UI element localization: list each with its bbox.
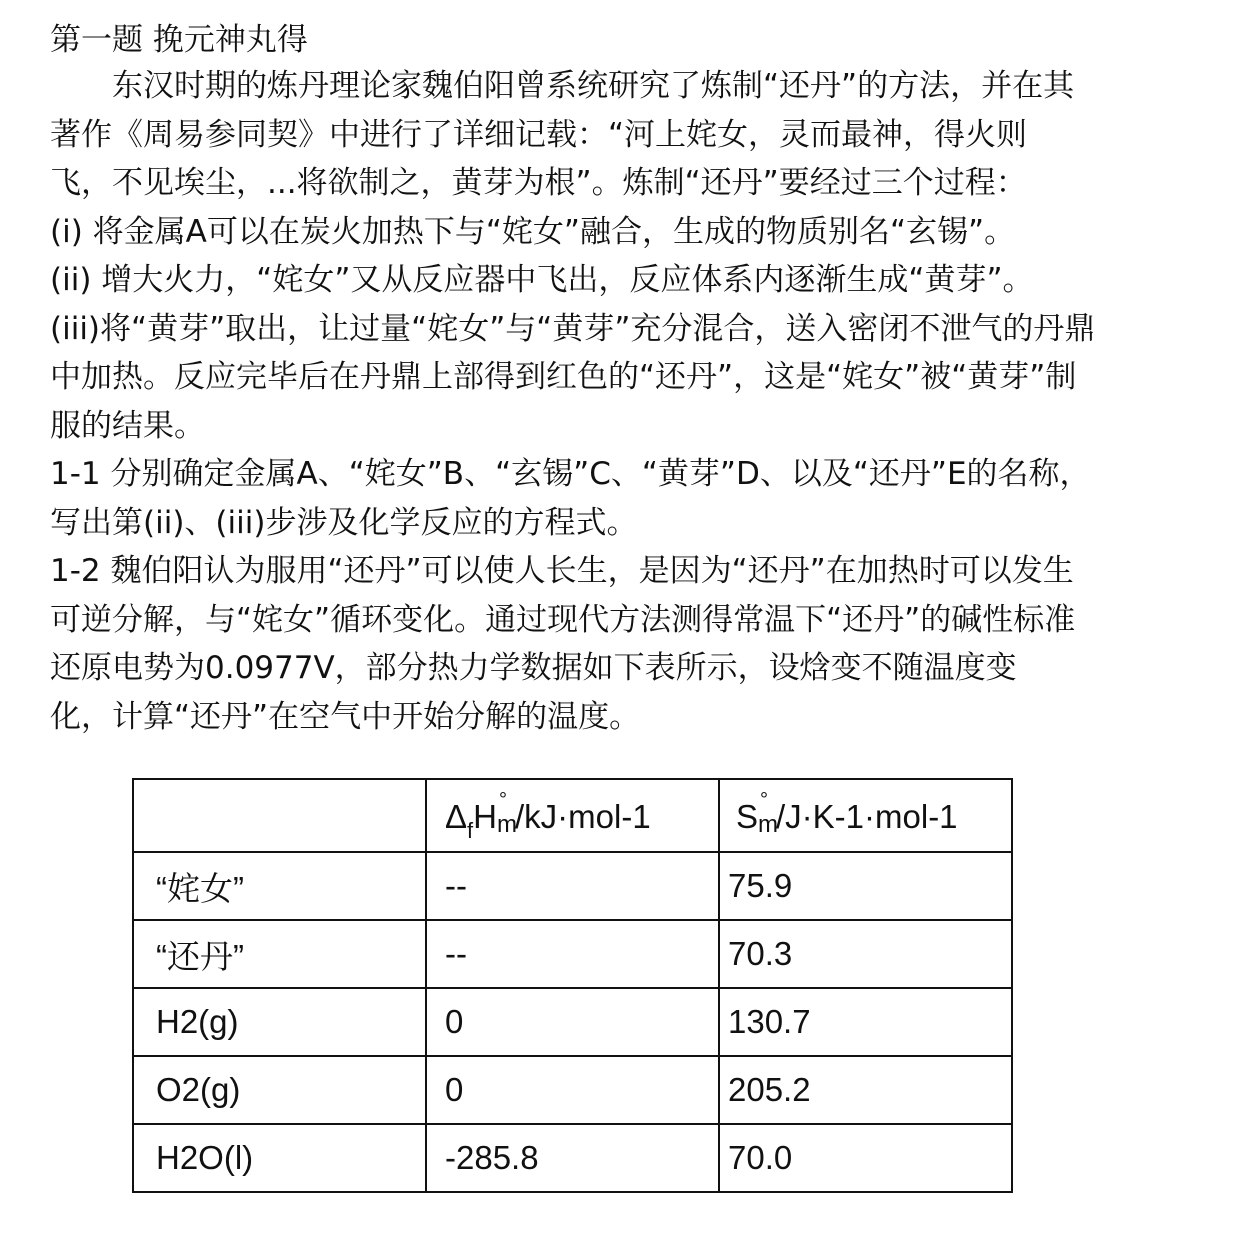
enthalpy-cell: -- (426, 852, 719, 920)
step-ii-line: (ii) 增大火力，“姹女”又从反应器中飞出，反应体系内逐渐生成“黄芽”。 (50, 262, 1034, 298)
substance-cell: “姹女” (133, 852, 426, 920)
table-row (133, 1124, 1012, 1192)
substance-cell: O2(g) (133, 1056, 426, 1124)
entropy-cell: 205.2 (719, 1056, 1012, 1124)
table-row (133, 1056, 1012, 1124)
entropy-cell: 70.0 (719, 1124, 1012, 1192)
body-line: 著作《周易参同契》中进行了详细记载：“河上姹女，灵而最神，得火则 (50, 116, 1028, 153)
substance-cell: H2(g) (133, 988, 426, 1056)
body-line: 中加热。反应完毕后在丹鼎上部得到红色的“还丹”，这是“姹女”被“黄芽”制 (50, 359, 1077, 395)
step-i-line: (i) 将金属A可以在炭火加热下与“姹女”融合，生成的物质别名“玄锡”。 (50, 213, 1016, 250)
body-line: 还原电势为0.0977V，部分热力学数据如下表所示，设焓变不随温度变 (50, 650, 1017, 686)
question-1-2-line: 1-2 魏伯阳认为服用“还丹”可以使人长生，是因为“还丹”在加热时可以发生 (50, 553, 1074, 589)
question-1-1-line: 1-1 分别确定金属A、“姹女”B、“玄锡”C、“黄芽”D、以及“还丹”E的名称， (50, 456, 1091, 492)
substance-cell: “还丹” (133, 920, 426, 988)
problem-title: 第一题 挽元神丸得 (50, 22, 308, 58)
enthalpy-cell: -- (426, 920, 719, 988)
table-row (133, 920, 1012, 988)
substance-cell: H2O(l) (133, 1124, 426, 1192)
body-line: 化，计算“还丹”在空气中开始分解的温度。 (50, 698, 641, 735)
table-row (133, 988, 1012, 1056)
problem-body (50, 62, 1225, 741)
entropy-cell: 130.7 (719, 988, 1012, 1056)
entropy-cell: 70.3 (719, 920, 1012, 988)
table-header-row (133, 779, 1012, 852)
body-line: 飞，不见埃尘，...将欲制之，黄芽为根”。炼制“还丹”要经过三个过程： (50, 165, 1027, 201)
thermo-table (132, 778, 1013, 1193)
body-line: 东汉时期的炼丹理论家魏伯阳曾系统研究了炼制“还丹”的方法，并在其 (112, 68, 1075, 104)
step-iii-line: (iii)将“黄芽”取出，让过量“姹女”与“黄芽”充分混合，送入密闭不泄气的丹鼎 (50, 310, 1096, 347)
header-cell-empty (133, 779, 426, 852)
body-line: 写出第(ii)、(iii)步涉及化学反应的方程式。 (50, 504, 638, 541)
header-cell-entropy: S ° m /J·K-1·mol-1 (719, 779, 1012, 852)
enthalpy-cell: -285.8 (426, 1124, 719, 1192)
body-line: 服的结果。 (50, 407, 205, 444)
entropy-cell: 75.9 (719, 852, 1012, 920)
header-cell-enthalpy: $\Delta_fH$ ° m /kJ·mol-1 (426, 779, 719, 852)
body-line: 可逆分解，与“姹女”循环变化。通过现代方法测得常温下“还丹”的碱性标准 (50, 601, 1076, 638)
table-row (133, 852, 1012, 920)
thermo-table-container (132, 778, 1013, 1193)
problem-document (50, 18, 1225, 741)
enthalpy-cell: 0 (426, 1056, 719, 1124)
enthalpy-cell: 0 (426, 988, 719, 1056)
